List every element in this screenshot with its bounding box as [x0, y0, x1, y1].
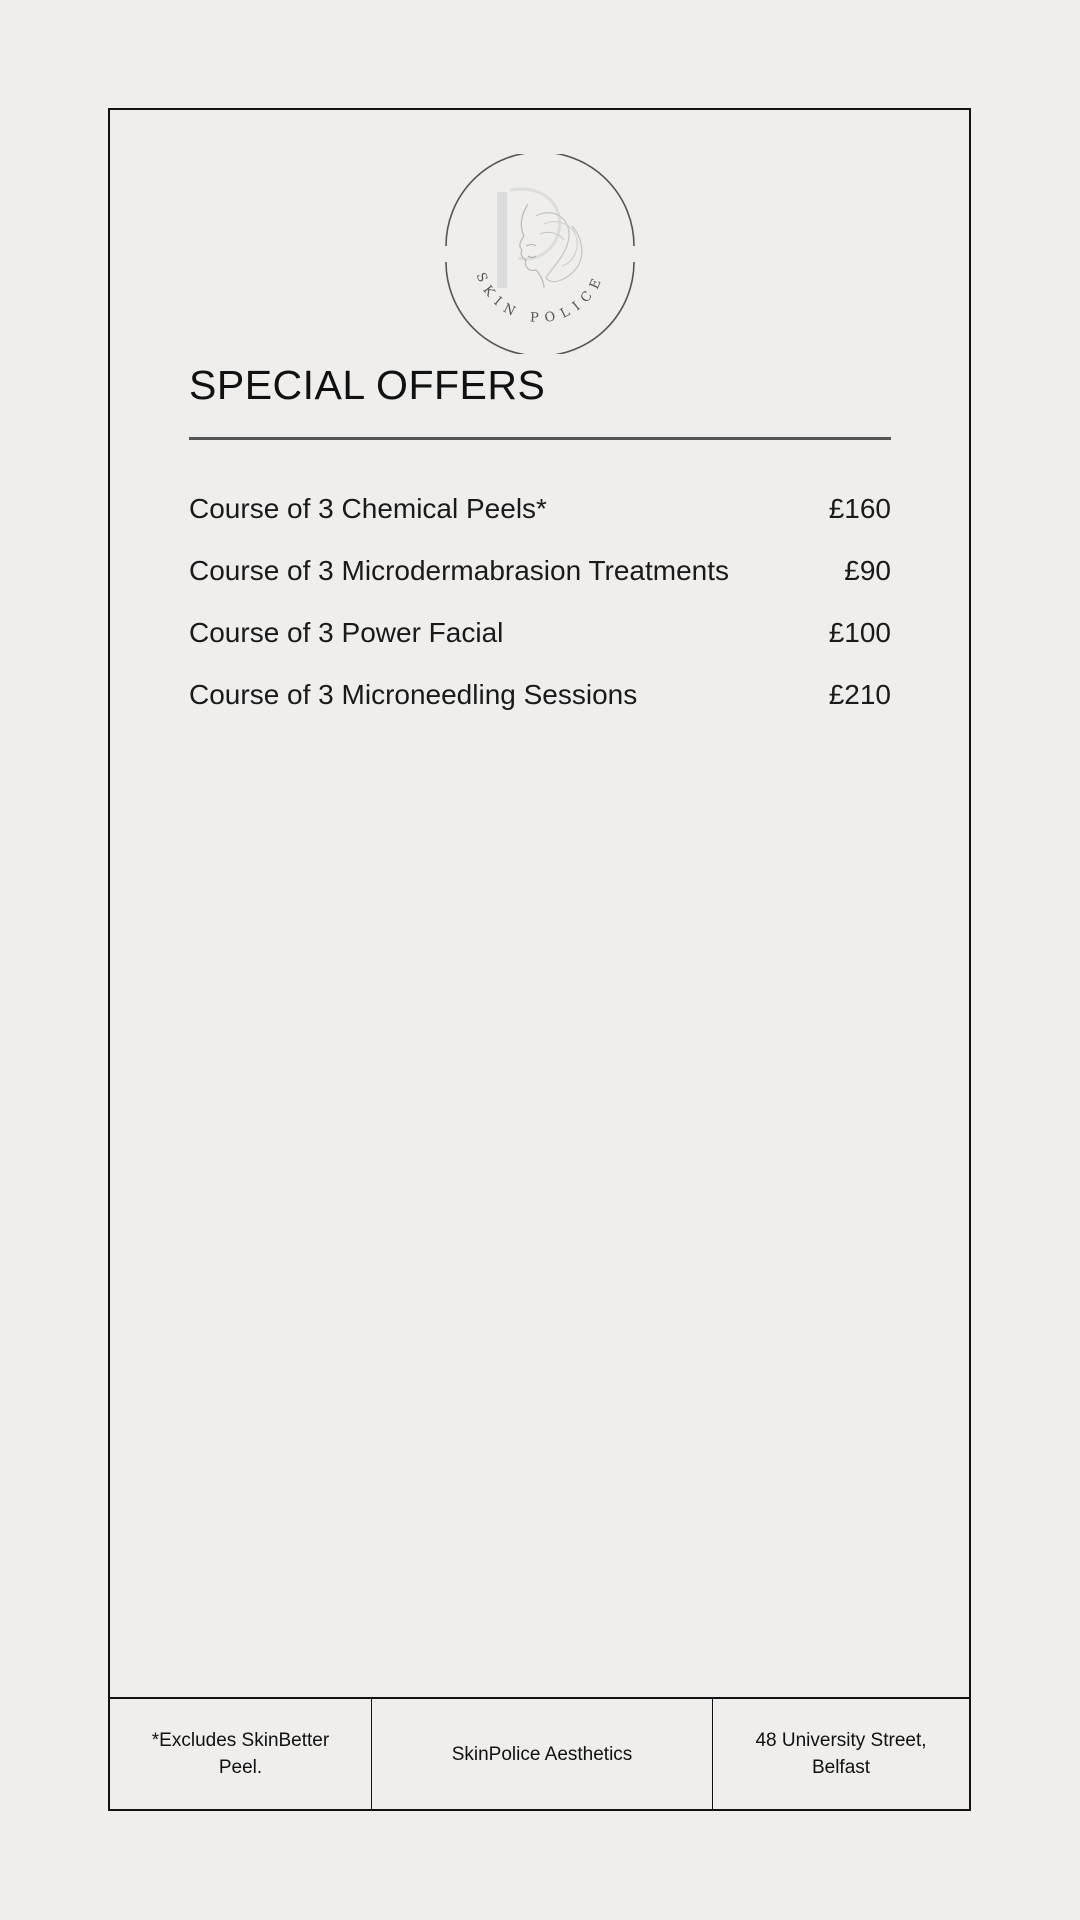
- offer-price: £100: [828, 617, 891, 648]
- offer-name: Course of 3 Power Facial: [189, 617, 504, 648]
- offer-name: Course of 3 Chemical Peels*: [189, 493, 547, 524]
- svg-text:SKIN POLICE: [473, 270, 608, 326]
- offer-item: [189, 540, 891, 602]
- offer-item: [189, 478, 891, 540]
- face-line-art-icon: [440, 154, 640, 354]
- title-divider: [189, 437, 891, 440]
- page-title: SPECIAL OFFERS: [189, 362, 546, 408]
- skin-police-logo: [440, 154, 640, 354]
- footer-note: *Excludes SkinBetter Peel.: [110, 1699, 372, 1809]
- offer-price: £90: [844, 555, 891, 586]
- logo-text: SKIN POLICE: [472, 270, 608, 327]
- offer-item: [189, 664, 891, 726]
- footer-address: 48 University Street, Belfast: [755, 1730, 927, 1778]
- offer-item: [189, 602, 891, 664]
- offer-price: £160: [828, 493, 891, 524]
- offers-list: [189, 478, 891, 726]
- offer-name: Course of 3 Microneedling Sessions: [189, 679, 638, 710]
- footer-table: [108, 1697, 971, 1811]
- footer-business-name: SkinPolice Aesthetics: [372, 1699, 713, 1809]
- offer-price: £210: [828, 679, 891, 710]
- offer-name: Course of 3 Microdermabrasion Treatments: [189, 555, 729, 586]
